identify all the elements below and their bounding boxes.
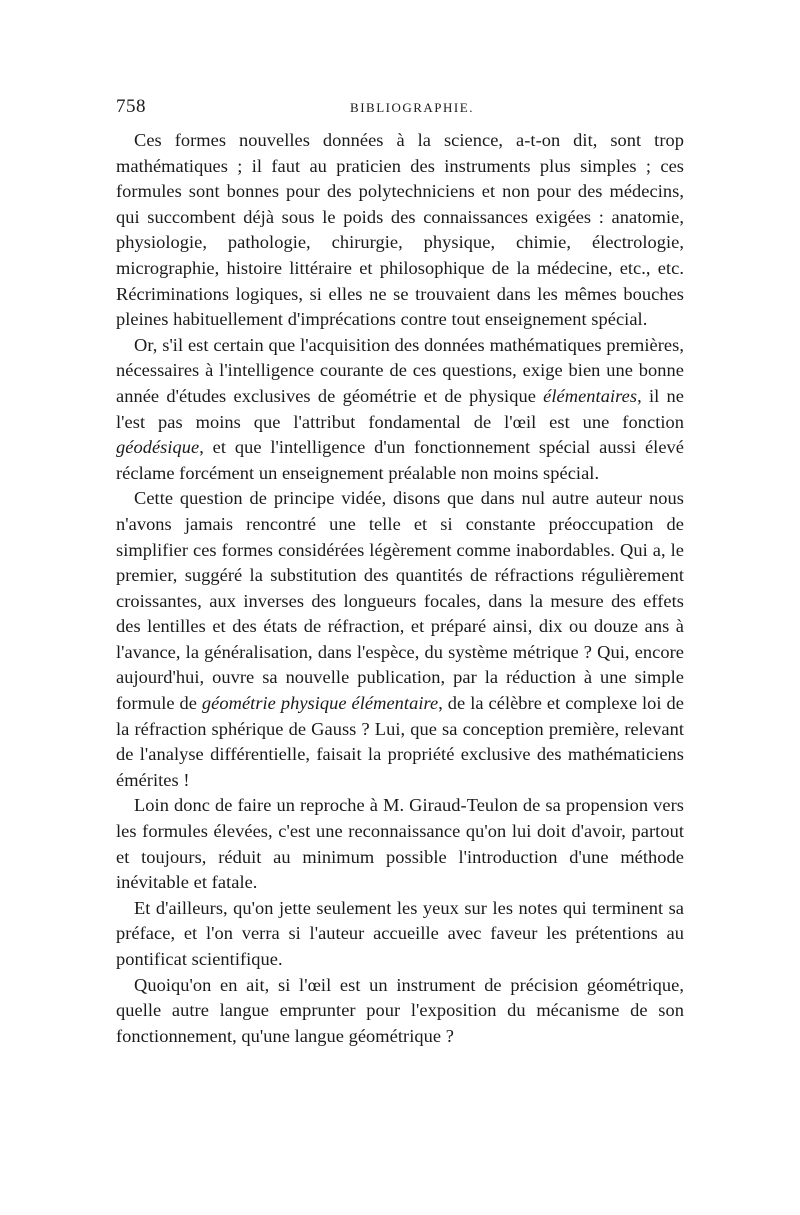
text-run: Cette question de principe vidée, disons que dans nul autre auteur nous n'avons jamais rencontré une telle et si constante préoccupation de simplifier ces formes considérées légèrement comme inabordables. Qui a, le premier, suggéré la substitution des quantités de réfractions régulièrement croissantes, aux inverses des longueurs focales, dans la mesure des effets des lentilles et des états de réfraction, et préparé ainsi, dix ou douze ans à l'avance, la généralisation, dans l'espèce, du système métrique ? Qui, encore aujourd'hui, ouvre sa nouvelle publication, par la réduction à une simple formule de [116, 488, 684, 714]
text-run: Loin donc de faire un reproche à M. Giraud-Teulon de sa propension vers les formules élevées, c'est une reconnaissance qu'on lui doit d'avoir, partout et toujours, réduit au minimum possible l'introduction d'une méthode inévitable et fatale. [116, 795, 684, 893]
paragraph [116, 793, 684, 895]
text-run: , il ne l'est pas moins que l'attribut fondamental de l'œil est une fonction [116, 385, 684, 432]
paragraph [116, 486, 684, 793]
text-run: , et que l'intelligence d'un fonctionnement spécial aussi élevé réclame forcément un enseignement préalable non moins spécial. [116, 437, 684, 483]
book-page [116, 92, 684, 1049]
italic-text: élémentaires [543, 385, 638, 406]
body-text [116, 128, 684, 1049]
page-number: 758 [116, 96, 146, 117]
paragraph [116, 896, 684, 973]
paragraph [116, 973, 684, 1050]
text-run: Ces formes nouvelles données à la science, a-t-on dit, sont trop mathématiques ; il faut au praticien des instruments plus simples ; ces formules sont bonnes pour des polytechniciens et non pour des médecins, qui succombent déjà sous le poids des connaissances exigées : anatomie, physiologie, pathologie, chirurgie, physique, chimie, électrologie, micrographie, histoire littéraire et philosophique de la médecine, etc., etc. Récriminations logiques, si elles ne se trouvaient dans les mêmes bouches pleines habituellement d'imprécations contre tout enseignement spécial. [116, 130, 684, 330]
italic-text: géométrie physique élémentaire [201, 693, 439, 714]
text-run: , de la célèbre et complexe loi de la réfraction sphérique de Gauss ? Lui, que sa conception première, relevant de l'analyse différentielle, faisait la propriété exclusive des mathématiciens émérites ! [116, 693, 684, 790]
paragraph [116, 333, 684, 487]
running-title: BIBLIOGRAPHIE. [350, 100, 474, 115]
text-run: Or, s'il est certain que l'acquisition des données mathématiques premières, nécessaires à l'intelligence courante de ces questions, exige bien une bonne année d'études exclusives de géométrie et de physique [116, 334, 684, 406]
italic-text: géodésique [116, 437, 200, 458]
text-run: Et d'ailleurs, qu'on jette seulement les yeux sur les notes qui terminent sa préface, et l'on verra si l'auteur accueille avec faveur les prétentions au pontificat scientifique. [116, 897, 684, 969]
paragraph [116, 128, 684, 333]
running-head [116, 92, 684, 118]
text-run: Quoiqu'on en ait, si l'œil est un instrument de précision géométrique, quelle autre langue emprunter pour l'exposition du mécanisme de son fonctionnement, qu'une langue géométrique ? [116, 974, 684, 1046]
